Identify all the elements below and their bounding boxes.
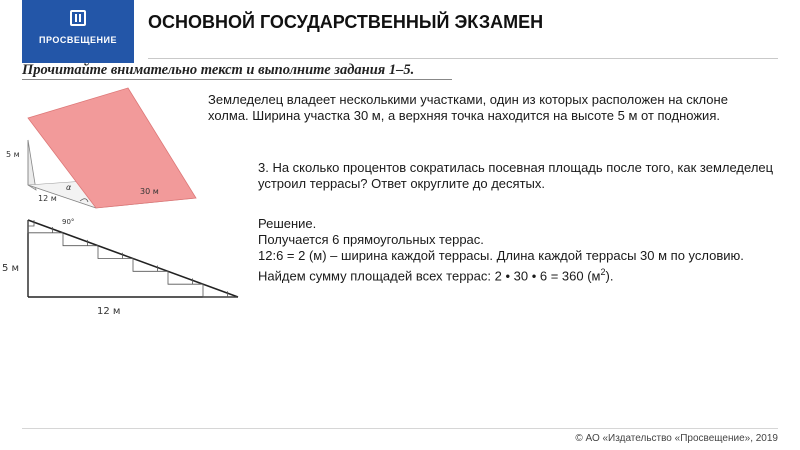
- slope-base-label: 12 м: [38, 194, 57, 203]
- slope-height-label: 5 м: [6, 150, 20, 159]
- solution-heading: Решение.: [258, 216, 317, 231]
- header-divider: [148, 58, 778, 59]
- footer-divider: [22, 428, 778, 429]
- page-title: ОСНОВНОЙ ГОСУДАРСТВЕННЫЙ ЭКЗАМЕН: [148, 12, 544, 32]
- terrace-base-label: 12 м: [97, 306, 121, 317]
- terraces-figure: [0, 212, 245, 322]
- terrace-height-label: 5 м: [2, 263, 20, 274]
- slope-back-face: [28, 140, 36, 190]
- logo-book-icon: [70, 10, 86, 26]
- problem-intro: Земледелец владеет несколькими участками, один из которых расположен на склоне холма. Ширина участка 30 м, а верхняя точка находится на высоте 5 м от подножия.: [208, 92, 728, 123]
- slope-angle-label: α: [66, 183, 72, 192]
- solution-line-3-sup: 2: [600, 267, 606, 277]
- solution-line-1: Получается 6 прямоугольных террас.: [258, 232, 484, 247]
- logo-text: ПРОСВЕЩЕНИЕ: [38, 35, 117, 45]
- solution-line-3-suffix: ).: [605, 268, 614, 284]
- publisher-logo: [22, 0, 134, 63]
- copyright-footer: © АО «Издательство «Просвещение», 2019: [575, 433, 778, 444]
- slope-figure: [0, 80, 205, 215]
- solution-line-3: [258, 264, 778, 284]
- right-angle-label: 90°: [62, 218, 75, 226]
- solution-block: [258, 216, 778, 284]
- task-instruction: Прочитайте внимательно текст и выполните задания 1–5.: [22, 62, 415, 78]
- solution-line-3-prefix: Найдем сумму площадей всех террас: 2 • 30 • 6 = 360 (м: [258, 268, 601, 284]
- solution-line-2: 12:6 = 2 (м) – ширина каждой террасы. Длина каждой террасы 30 м по условию.: [258, 248, 744, 263]
- slope-length-label: 30 м: [140, 187, 159, 196]
- question-3: 3. На сколько процентов сократилась посевная площадь после того, как земледелец устроил террасы? Ответ округлите до десятых.: [258, 160, 774, 191]
